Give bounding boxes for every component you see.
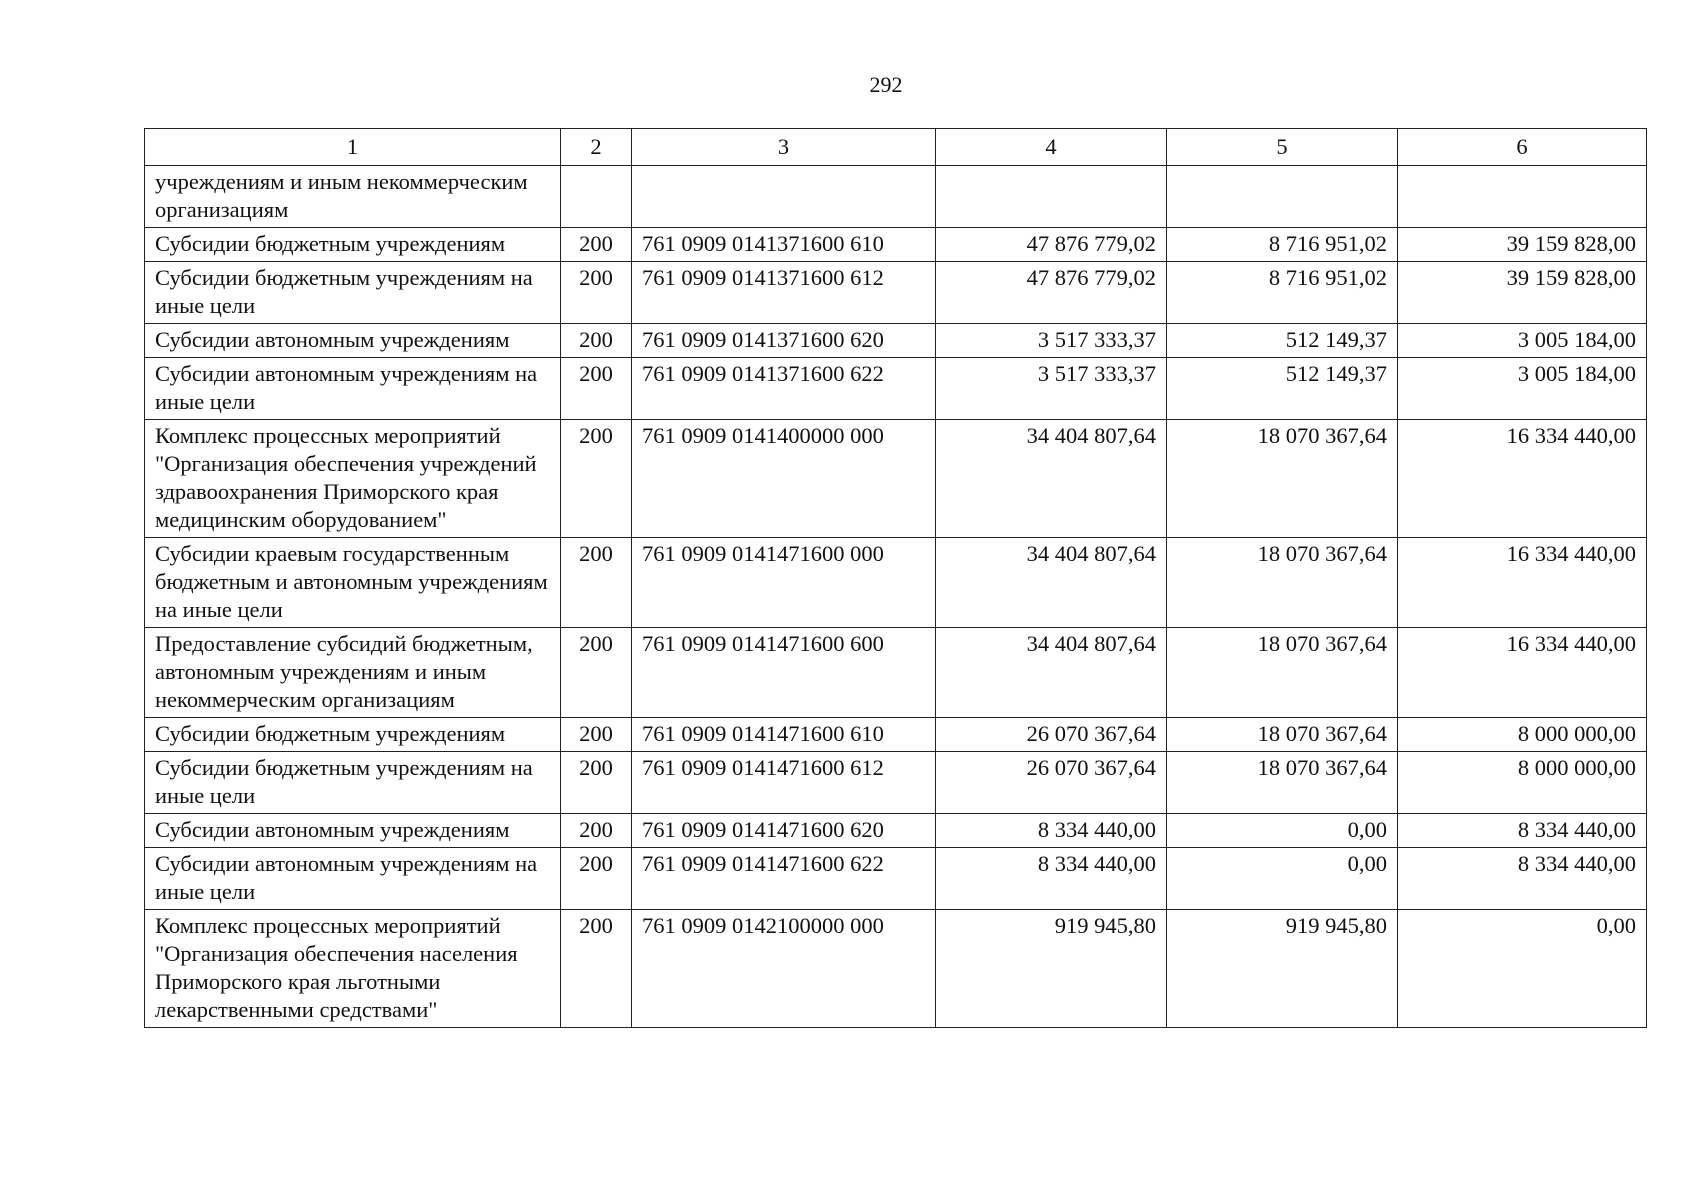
row-amount-total-cell: 26 070 367,64: [936, 752, 1167, 814]
row-amount-total-cell: [936, 166, 1167, 228]
row-amount-total-cell: 8 334 440,00: [936, 814, 1167, 848]
row-admin-code-cell: 200: [561, 358, 632, 420]
row-admin-code-cell: [561, 166, 632, 228]
column-header-5: 5: [1167, 129, 1398, 166]
column-header-1: 1: [145, 129, 561, 166]
row-classification-code-cell: 761 0909 0141471600 620: [632, 814, 936, 848]
row-amount-total-cell: 3 517 333,37: [936, 358, 1167, 420]
row-amount-col6-cell: 39 159 828,00: [1398, 262, 1647, 324]
row-admin-code-cell: 200: [561, 848, 632, 910]
row-amount-total-cell: 3 517 333,37: [936, 324, 1167, 358]
row-name-cell: Предоставление субсидий бюджетным, автономным учреждениям и иным некоммерческим организациям: [145, 628, 561, 718]
table-row: [145, 420, 1647, 538]
row-admin-code-cell: 200: [561, 262, 632, 324]
row-amount-col5-cell: 8 716 951,02: [1167, 228, 1398, 262]
column-header-6: 6: [1398, 129, 1647, 166]
row-amount-col6-cell: 16 334 440,00: [1398, 628, 1647, 718]
row-amount-col6-cell: 16 334 440,00: [1398, 538, 1647, 628]
table-row: [145, 228, 1647, 262]
row-amount-total-cell: 8 334 440,00: [936, 848, 1167, 910]
row-admin-code-cell: 200: [561, 752, 632, 814]
row-amount-col6-cell: [1398, 166, 1647, 228]
row-amount-col6-cell: 16 334 440,00: [1398, 420, 1647, 538]
row-name-cell: Комплекс процессных мероприятий "Организация обеспечения населения Приморского края льготными лекарственными средствами": [145, 910, 561, 1028]
row-name-cell: Субсидии бюджетным учреждениям на иные цели: [145, 262, 561, 324]
row-name-cell: Субсидии бюджетным учреждениям: [145, 718, 561, 752]
row-classification-code-cell: 761 0909 0142100000 000: [632, 910, 936, 1028]
row-name-cell: Субсидии краевым государственным бюджетным и автономным учреждениям на иные цели: [145, 538, 561, 628]
row-name-cell: Субсидии автономным учреждениям на иные цели: [145, 358, 561, 420]
row-amount-col5-cell: 18 070 367,64: [1167, 538, 1398, 628]
row-amount-total-cell: 34 404 807,64: [936, 420, 1167, 538]
row-classification-code-cell: 761 0909 0141471600 000: [632, 538, 936, 628]
row-amount-col5-cell: 18 070 367,64: [1167, 718, 1398, 752]
row-classification-code-cell: 761 0909 0141400000 000: [632, 420, 936, 538]
row-name-cell: Комплекс процессных мероприятий "Организация обеспечения учреждений здравоохранения Приморского края медицинским оборудованием": [145, 420, 561, 538]
column-header-4: 4: [936, 129, 1167, 166]
row-name-cell: Субсидии бюджетным учреждениям на иные цели: [145, 752, 561, 814]
row-amount-col6-cell: 3 005 184,00: [1398, 324, 1647, 358]
row-amount-col5-cell: 512 149,37: [1167, 324, 1398, 358]
table-body: [145, 166, 1647, 1028]
row-amount-col5-cell: 18 070 367,64: [1167, 752, 1398, 814]
row-amount-total-cell: 47 876 779,02: [936, 228, 1167, 262]
row-amount-col6-cell: 39 159 828,00: [1398, 228, 1647, 262]
row-amount-col5-cell: 18 070 367,64: [1167, 420, 1398, 538]
row-amount-col5-cell: 512 149,37: [1167, 358, 1398, 420]
column-header-2: 2: [561, 129, 632, 166]
row-name-cell: Субсидии автономным учреждениям: [145, 814, 561, 848]
row-classification-code-cell: 761 0909 0141471600 612: [632, 752, 936, 814]
table-row: [145, 166, 1647, 228]
table-row: [145, 814, 1647, 848]
row-amount-col6-cell: 8 000 000,00: [1398, 752, 1647, 814]
budget-table: [144, 128, 1647, 1028]
row-amount-col5-cell: 919 945,80: [1167, 910, 1398, 1028]
row-amount-col5-cell: [1167, 166, 1398, 228]
row-admin-code-cell: 200: [561, 420, 632, 538]
row-classification-code-cell: 761 0909 0141371600 620: [632, 324, 936, 358]
page-number: 292: [869, 72, 903, 97]
row-amount-total-cell: 26 070 367,64: [936, 718, 1167, 752]
row-amount-total-cell: 919 945,80: [936, 910, 1167, 1028]
table-row: [145, 628, 1647, 718]
row-name-cell: Субсидии автономным учреждениям на иные цели: [145, 848, 561, 910]
row-classification-code-cell: 761 0909 0141471600 600: [632, 628, 936, 718]
row-amount-col6-cell: 8 334 440,00: [1398, 814, 1647, 848]
row-classification-code-cell: [632, 166, 936, 228]
table-row: [145, 538, 1647, 628]
row-admin-code-cell: 200: [561, 228, 632, 262]
row-admin-code-cell: 200: [561, 538, 632, 628]
row-classification-code-cell: 761 0909 0141371600 622: [632, 358, 936, 420]
row-amount-col6-cell: 8 334 440,00: [1398, 848, 1647, 910]
row-classification-code-cell: 761 0909 0141371600 612: [632, 262, 936, 324]
row-amount-col6-cell: 0,00: [1398, 910, 1647, 1028]
row-amount-col6-cell: 8 000 000,00: [1398, 718, 1647, 752]
row-amount-total-cell: 34 404 807,64: [936, 628, 1167, 718]
table-row: [145, 358, 1647, 420]
table-row: [145, 848, 1647, 910]
table-row: [145, 752, 1647, 814]
row-amount-total-cell: 47 876 779,02: [936, 262, 1167, 324]
row-amount-col5-cell: 8 716 951,02: [1167, 262, 1398, 324]
row-admin-code-cell: 200: [561, 628, 632, 718]
row-amount-col5-cell: 0,00: [1167, 848, 1398, 910]
row-amount-total-cell: 34 404 807,64: [936, 538, 1167, 628]
row-classification-code-cell: 761 0909 0141371600 610: [632, 228, 936, 262]
row-admin-code-cell: 200: [561, 324, 632, 358]
row-admin-code-cell: 200: [561, 718, 632, 752]
row-admin-code-cell: 200: [561, 910, 632, 1028]
column-header-3: 3: [632, 129, 936, 166]
row-name-cell: учреждениям и иным некоммерческим организациям: [145, 166, 561, 228]
table-header-row: [145, 129, 1647, 166]
table-row: [145, 324, 1647, 358]
table-row: [145, 718, 1647, 752]
row-classification-code-cell: 761 0909 0141471600 610: [632, 718, 936, 752]
row-amount-col5-cell: 0,00: [1167, 814, 1398, 848]
row-name-cell: Субсидии бюджетным учреждениям: [145, 228, 561, 262]
row-amount-col5-cell: 18 070 367,64: [1167, 628, 1398, 718]
row-admin-code-cell: 200: [561, 814, 632, 848]
row-amount-col6-cell: 3 005 184,00: [1398, 358, 1647, 420]
row-name-cell: Субсидии автономным учреждениям: [145, 324, 561, 358]
table-row: [145, 910, 1647, 1028]
table-row: [145, 262, 1647, 324]
row-classification-code-cell: 761 0909 0141471600 622: [632, 848, 936, 910]
